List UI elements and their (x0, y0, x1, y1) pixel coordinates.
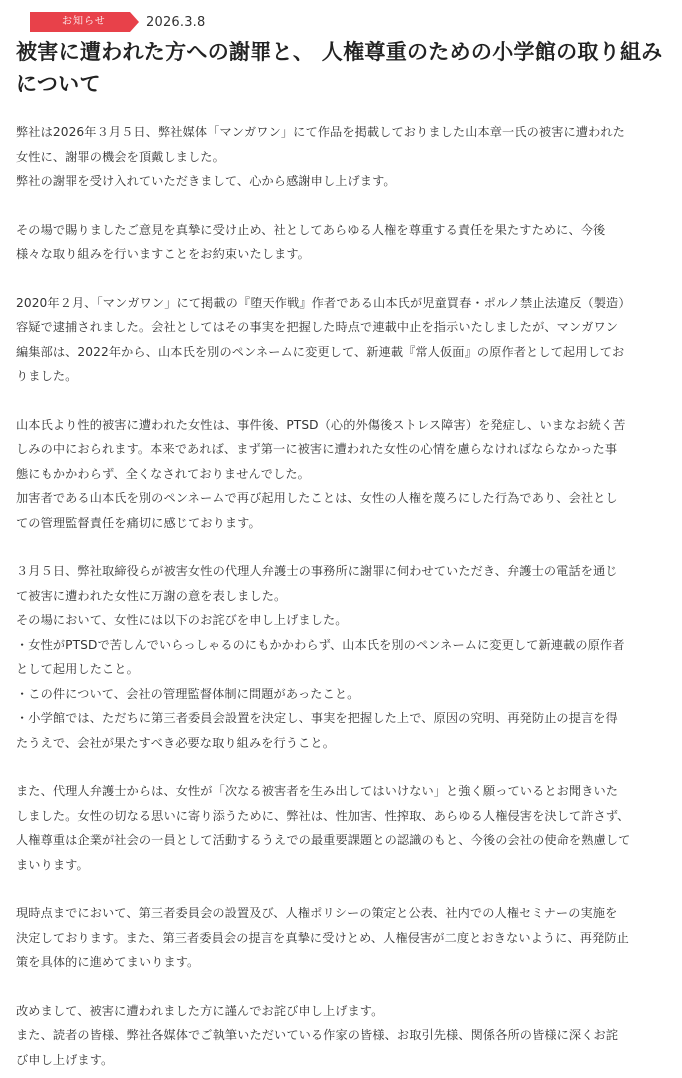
paragraph-line: ・小学館では、ただちに第三者委員会設置を決定し、事実を把握した上で、原因の究明、再発防止の提言を得 (16, 711, 618, 725)
article-paragraph (16, 779, 666, 877)
paragraph-line: しました。女性の切なる思いに寄り添うために、弊社は、性加害、性搾取、あらゆる人権侵害を決して許さず、 (16, 808, 630, 823)
paragraph-line: 編集部は、2022年から、山本氏を別のペンネームに変更して、新連載『常人仮面』の原作者として起用してお (16, 344, 625, 359)
paragraph-line: その場で賜りましたご意見を真摯に受け止め、社としてあらゆる人権を尊重する責任を果たすために、今後 (16, 222, 606, 237)
article-paragraph (16, 413, 666, 536)
paragraph-line: 2020年２月、「マンガワン」にて掲載の『堕天作戦』作者である山本氏が児童買春・ポルノ禁止法違反（製造） (16, 295, 631, 310)
paragraph-line: 弊社は2026年３月５日、弊社媒体「マンガワン」にて作品を掲載しておりました山本章一氏の被害に遭われた (16, 125, 625, 139)
paragraph-line: また、代理人弁護士からは、女性が「次なる被害者を生み出してはいけない」と強く願っているとお聞きいた (16, 784, 619, 798)
paragraph-line: 加害者である山本氏を別のペンネームで再び起用したことは、女性の人権を蔑ろにした行為であり、会社とし (16, 491, 618, 505)
paragraph-line: 弊社の謝罪を受け入れていただきまして、心から感謝申し上げます。 (16, 174, 396, 188)
paragraph-line: 様々な取り組みを行いますことをお約束いたします。 (16, 247, 310, 261)
article-body (16, 120, 666, 1072)
paragraph-line: しみの中におられます。本来であれば、まず第一に被害に遭われた女性の心情を慮らなければならなかった事 (16, 442, 618, 456)
publish-date: 2026.3.8 (146, 14, 206, 30)
article-paragraph (16, 120, 666, 194)
paragraph-line: 策を具体的に進めてまいります。 (16, 955, 200, 969)
paragraph-line: その場において、女性には以下のお詫びを申し上げました。 (16, 613, 348, 627)
paragraph-line: 山本氏より性的被害に遭われた女性は、事件後、PTSD（心的外傷後ストレス障害）を発症し、いまなお続く苦 (16, 417, 626, 432)
paragraph-line: ３月５日、弊社取締役らが被害女性の代理人弁護士の事務所に謝罪に伺わせていただき、弁護士の電話を通じ (16, 564, 618, 578)
paragraph-line: ・女性がPTSDで苦しんでいらっしゃるのにもかかわらず、山本氏を別のペンネームに変更して新連載の原作者 (16, 637, 625, 652)
article-paragraph (16, 559, 666, 755)
paragraph-line: ・この件について、会社の管理監督体制に問題があったこと。 (16, 686, 360, 701)
paragraph-line: として起用したこと。 (16, 662, 139, 676)
paragraph-line: 人権尊重は企業が社会の一員として活動するうえでの最重要課題との認識のもと、今後の会社の使命を熟慮して (16, 833, 631, 847)
category-tag: お知らせ (30, 12, 130, 32)
paragraph-line: 態にもかかわらず、全くなされておりませんでした。 (16, 466, 310, 481)
article-paragraph (16, 901, 666, 975)
article-paragraph (16, 999, 666, 1073)
paragraph-line: たうえで、会社が果たすべき必要な取り組みを行うこと。 (16, 735, 335, 750)
paragraph-line: 現時点までにおいて、第三者委員会の設置及び、人権ポリシーの策定と公表、社内での人権セミナーの実施を (16, 906, 618, 920)
article-title: 被害に遭われた方への謝罪と、 人権尊重のための小学館の取り組みについて (16, 40, 663, 96)
paragraph-line: び申し上げます。 (16, 1052, 114, 1067)
article-paragraph (16, 218, 666, 267)
article-paragraph (16, 291, 666, 389)
paragraph-line: まいります。 (16, 857, 89, 872)
paragraph-line: ての管理監督責任を痛切に感じております。 (16, 515, 261, 530)
article-meta (16, 12, 666, 32)
paragraph-line: 女性に、謝罪の機会を頂戴しました。 (16, 149, 225, 164)
paragraph-line: て被害に遭われた女性に万謝の意を表しました。 (16, 588, 287, 603)
paragraph-line: 改めまして、被害に遭われました方に謹んでお詫び申し上げます。 (16, 1003, 384, 1018)
paragraph-line: りました。 (16, 369, 78, 383)
paragraph-line: 決定しております。また、第三者委員会の提言を真摯に受けとめ、人権侵害が二度とおきないように、再発防止 (16, 930, 629, 945)
paragraph-line: また、読者の皆様、弊社各媒体でご執筆いただいている作家の皆様、お取引先様、関係各所の皆様に深くお詫 (16, 1028, 619, 1042)
paragraph-line: 容疑で逮捕されました。会社としてはその事実を把握した時点で連載中止を指示いたしましたが、マンガワン (16, 320, 619, 334)
